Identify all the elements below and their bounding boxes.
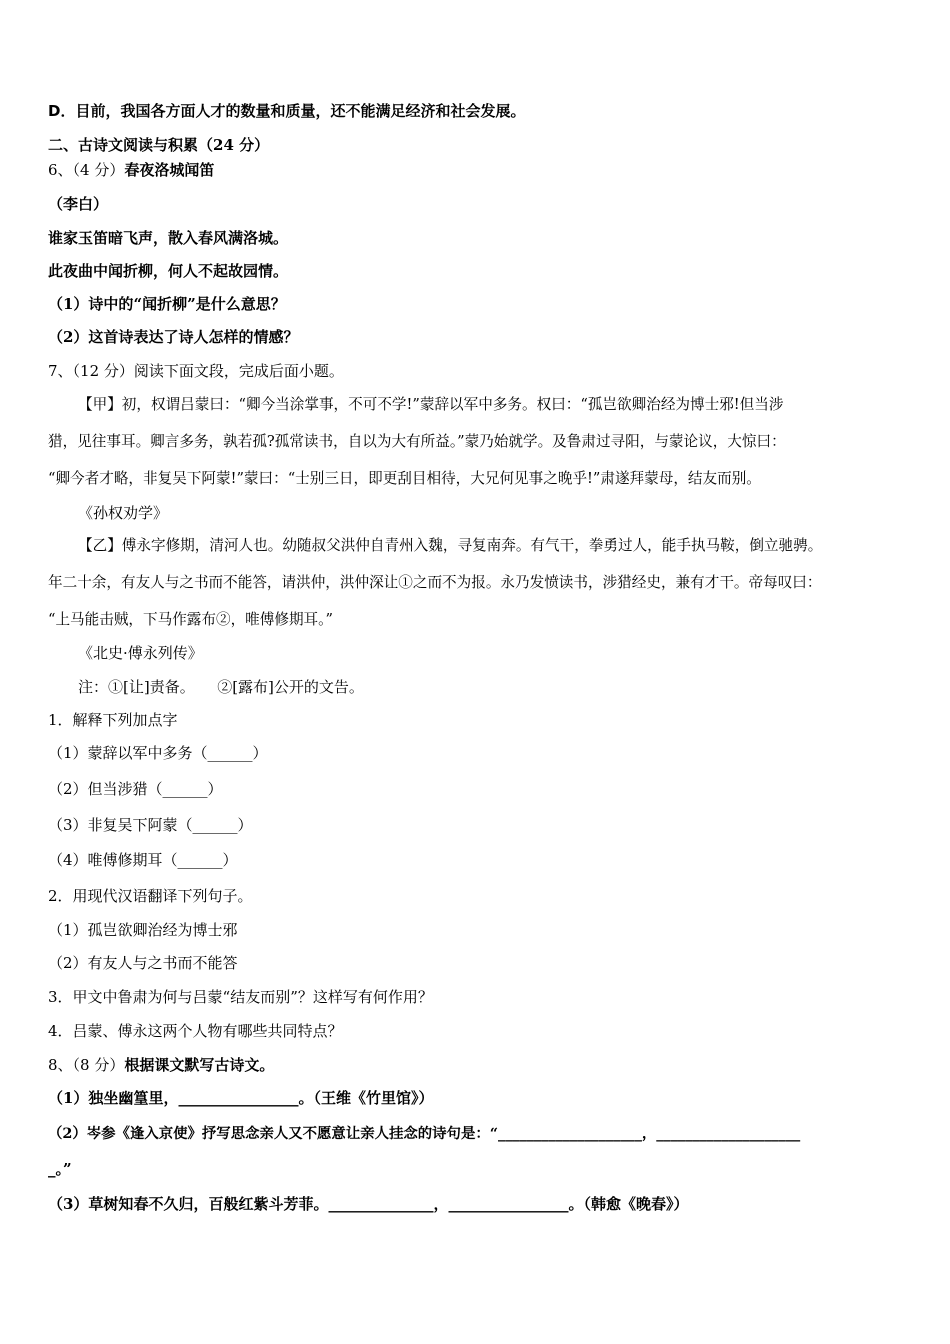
question-6-sub-2: （2）这首诗表达了诗人怎样的情感？	[48, 328, 299, 346]
passage-jia-source: 《孙权劝学》	[78, 504, 169, 522]
subquestion-2-a: （1）孤岂欲卿治经为博士邪	[48, 921, 238, 939]
question-8-number: 8、（8 分）	[48, 1056, 125, 1074]
passage-jia-line-1: 【甲】初，权谓吕蒙曰：“卿今当涂掌事，不可不学!”蒙辞以军中多务。权曰：“孤岂欲卿治经为博士邪!但当涉	[78, 396, 784, 413]
subquestion-1-d: （4）唯傅修期耳（______）	[48, 851, 238, 869]
question-8-title: 根据课文默写古诗文。	[124, 1056, 275, 1074]
question-8-sub-2-line-2: _。”	[48, 1160, 72, 1178]
subquestion-2-b: （2）有友人与之书而不能答	[48, 954, 238, 972]
question-7-intro: 7、（12 分）阅读下面文段，完成后面小题。	[48, 362, 344, 380]
question-6-header	[48, 160, 214, 180]
poem-title: 春夜洛城闻笛	[124, 161, 215, 179]
subquestion-2: 2．用现代汉语翻译下列句子。	[48, 887, 253, 905]
subquestion-1-a: （1）蒙辞以军中多务（______）	[48, 744, 268, 762]
passage-yi-line-2: 年二十余，有友人与之书而不能答，请洪仲，洪仲深让①之而不为报。永乃发愤读书，涉猎经史，兼有才干。帝每叹曰：	[48, 574, 822, 591]
poem-line-1: 谁家玉笛暗飞声，散入春风满洛城。	[48, 229, 289, 247]
passage-jia-line-2: 猎，见往事耳。卿言多务，孰若孤?孤常读书，自以为大有所益。”蒙乃始就学。及鲁肃过寻阳，与蒙论议，大惊曰：	[48, 433, 786, 450]
passage-yi-line-1: 【乙】傅永字修期，清河人也。幼随叔父洪仲自青州入魏，寻复南奔。有气干，拳勇过人，能手执马鞍，倒立驰骋。	[78, 537, 823, 554]
passage-jia-line-3: “卿今者才略，非复吴下阿蒙!”蒙曰：“士别三日，即更刮目相待，大兄何见事之晚乎!”肃遂拜蒙母，结友而别。	[48, 470, 761, 487]
passage-notes: 注：①[让]责备。 ②[露布]公开的文告。	[78, 678, 364, 696]
passage-yi-source: 《北史·傅永列传》	[78, 644, 203, 662]
question-8-sub-1: （1）独坐幽篁里，________________。（王维《竹里馆》）	[48, 1089, 434, 1107]
subquestion-1-c: （3）非复吴下阿蒙（______）	[48, 816, 253, 834]
subquestion-1-b: （2）但当涉猎（______）	[48, 780, 223, 798]
subquestion-1: 1．解释下列加点字	[48, 711, 178, 729]
passage-yi-line-3: “上马能击贼，下马作露布②，唯傅修期耳。”	[48, 611, 333, 628]
section-title: 二、古诗文阅读与积累（24 分）	[48, 136, 270, 154]
question-8-sub-3: （3）草树知春不久归，百般红紫斗芳菲。______________，________________。（韩愈《晚春》）	[48, 1195, 689, 1213]
option-d: D．目前，我国各方面人才的数量和质量，还不能满足经济和社会发展。	[48, 102, 526, 120]
question-6-sub-1: （1）诗中的“闻折柳”是什么意思？	[48, 295, 286, 313]
question-8-header	[48, 1055, 274, 1075]
poem-line-2: 此夜曲中闻折柳，何人不起故园情。	[48, 262, 289, 280]
question-8-sub-2-line-1: （2）岑参《逢入京使》抒写思念亲人又不愿意让亲人挂念的诗句是：“____________________，____________________	[48, 1125, 801, 1142]
poem-author: （李白）	[48, 195, 109, 213]
subquestion-4: 4．吕蒙、傅永这两个人物有哪些共同特点？	[48, 1022, 343, 1040]
subquestion-3: 3．甲文中鲁肃为何与吕蒙“结友而别”？这样写有何作用？	[48, 988, 433, 1006]
question-6-number: 6、（4 分）	[48, 161, 125, 179]
